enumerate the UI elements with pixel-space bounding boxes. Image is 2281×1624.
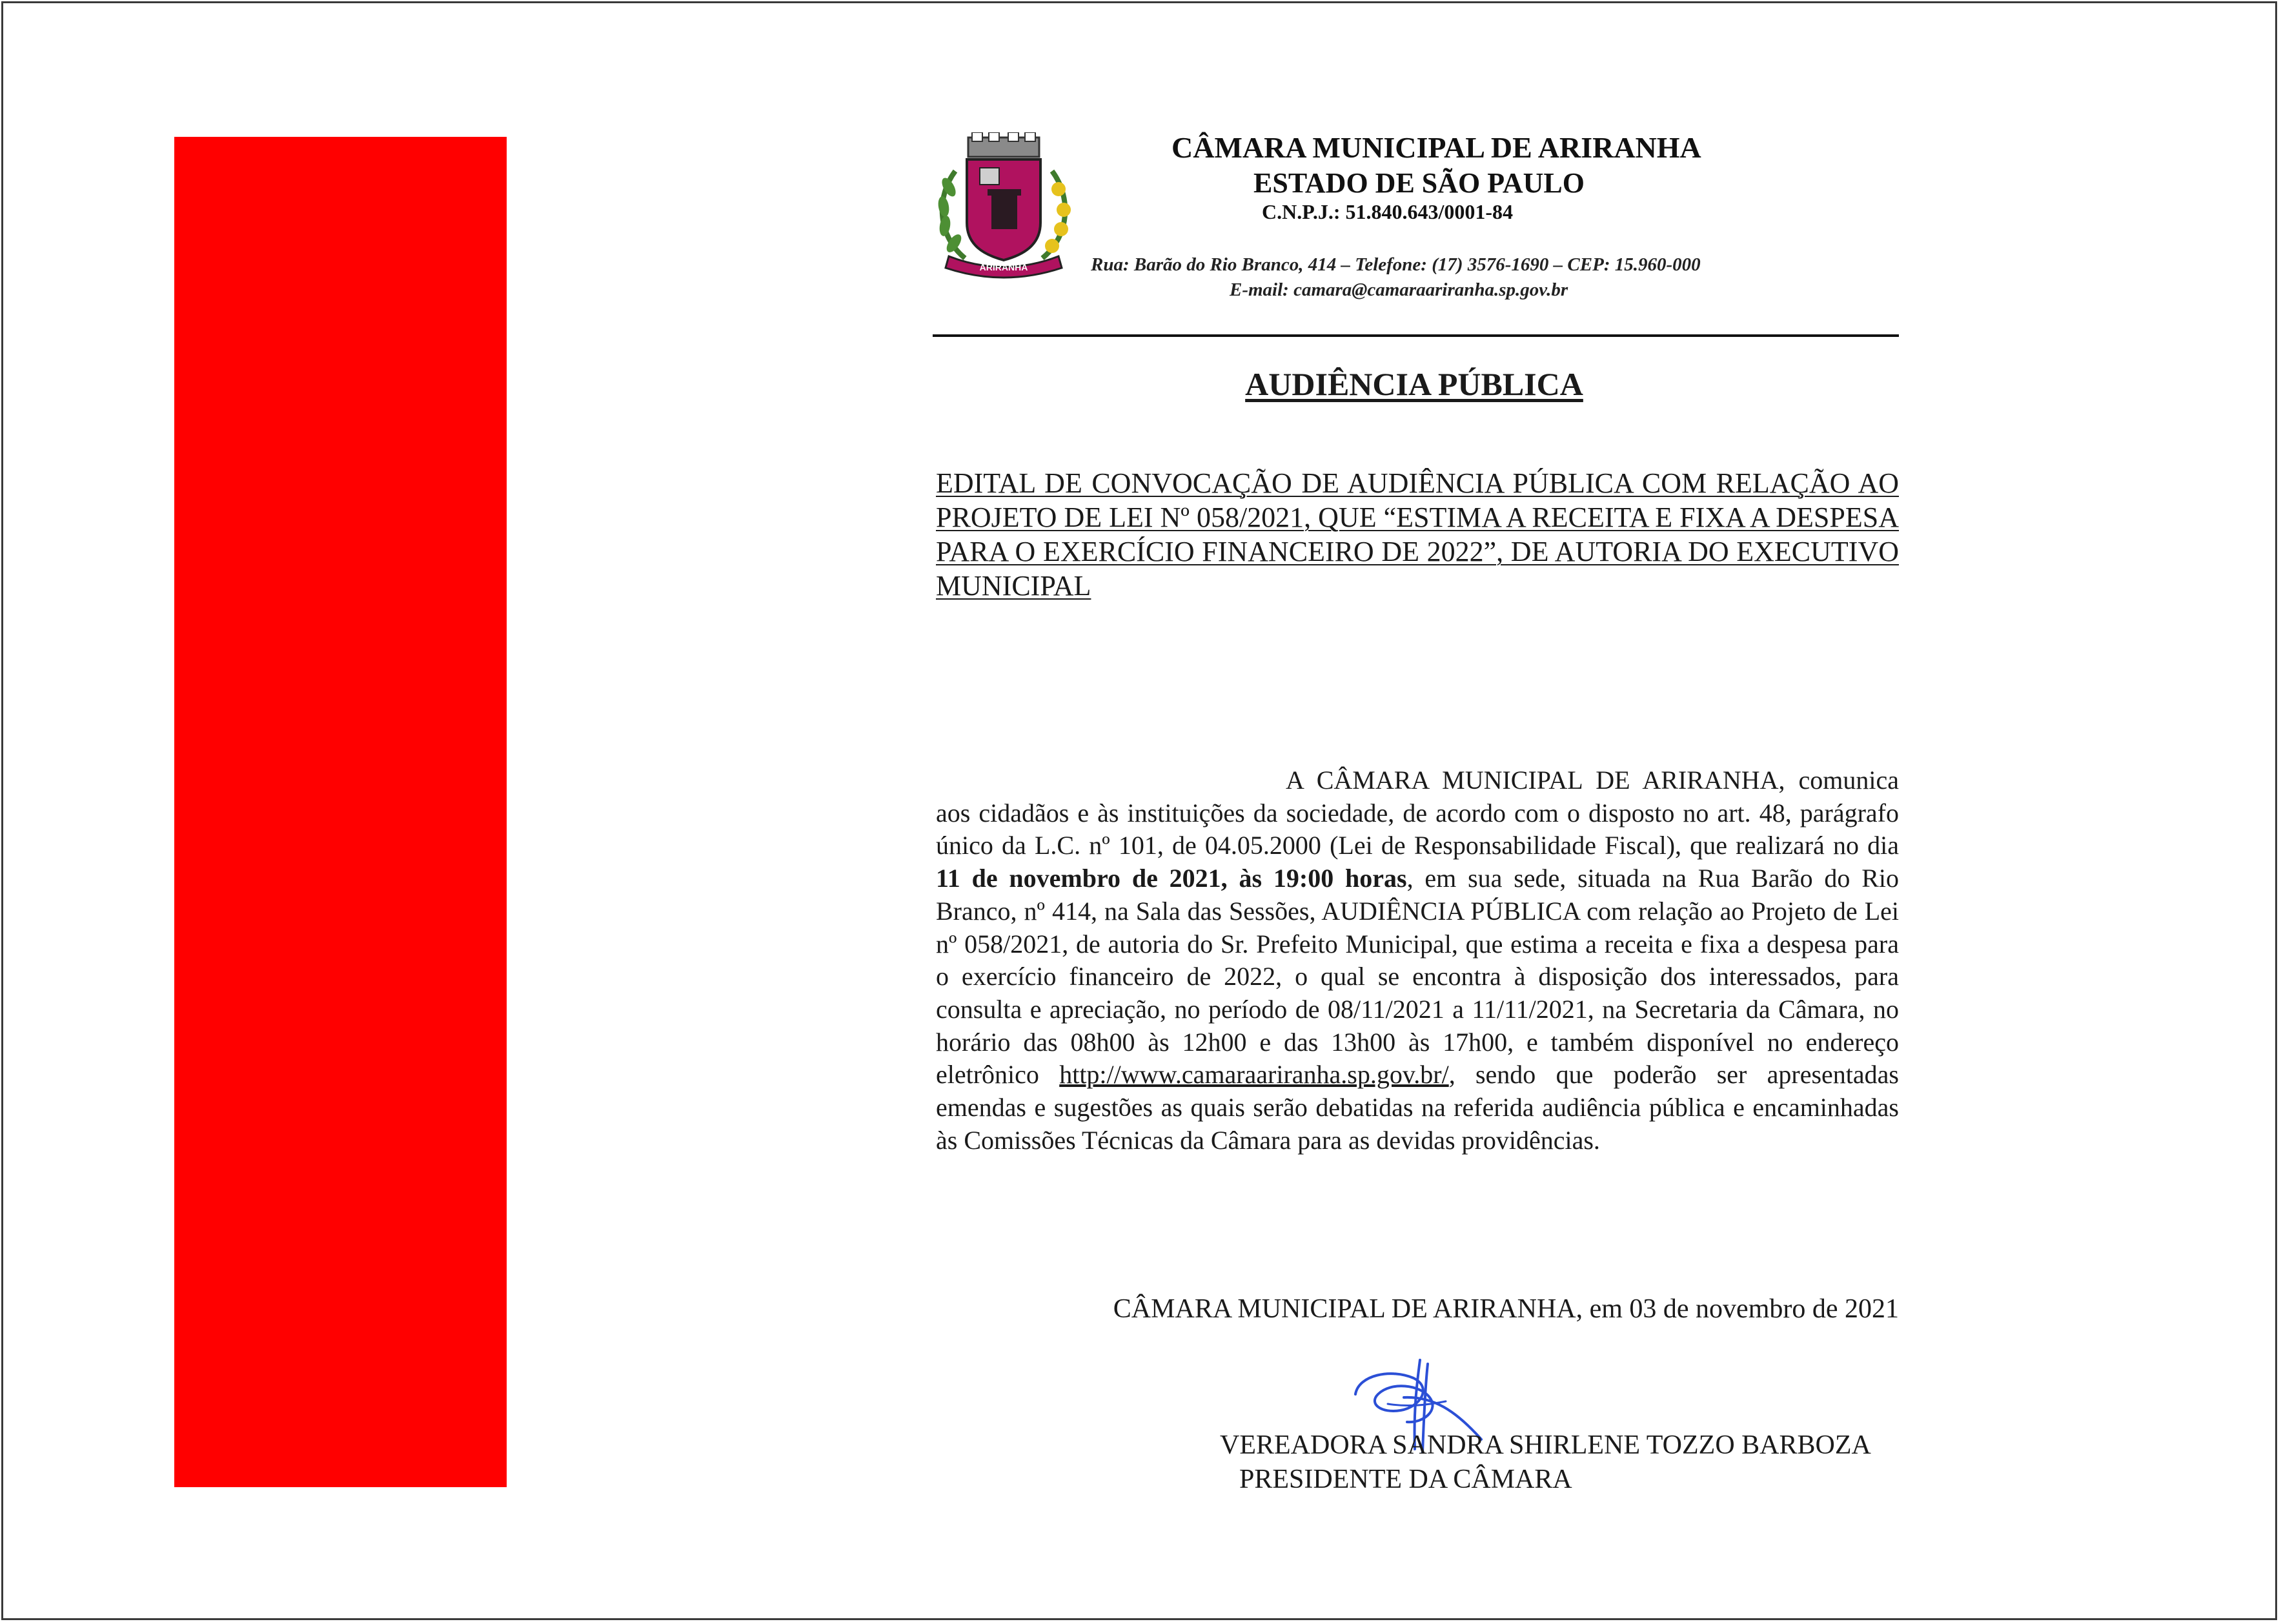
email-address: E-mail: camara@camaraariranha.sp.gov.br bbox=[1230, 279, 1568, 300]
municipal-crest-icon bbox=[929, 132, 1078, 279]
hearing-date-time: 11 de novembro de 2021, às 19:00 horas bbox=[936, 864, 1407, 893]
signatory-role: PRESIDENTE DA CÂMARA bbox=[1239, 1465, 1572, 1494]
institution-name: CÂMARA MUNICIPAL DE ARIRANHA bbox=[1171, 131, 1701, 164]
signatory-name: VEREADORA SANDRA SHIRLENE TOZZO BARBOZA bbox=[1220, 1430, 1871, 1460]
state-name: ESTADO DE SÃO PAULO bbox=[1253, 167, 1585, 199]
place-date-line: CÂMARA MUNICIPAL DE ARIRANHA, em 03 de novembro de 2021 bbox=[1113, 1294, 1899, 1324]
body-text-part3: , sendo que poderão ser apresentadas emendas e sugestões as quais serão debatidas na referida audiência pública e encaminhadas às Comissões Técnicas da Câmara para as devidas providências. bbox=[936, 1060, 1899, 1155]
notice-subject: EDITAL DE CONVOCAÇÃO DE AUDIÊNCIA PÚBLICA COM RELAÇÃO AO PROJETO DE LEI Nº 058/2021, QUE “ESTIMA A RECEITA E FIXA A DESPESA PARA O EXERCÍCIO FINANCEIRO DE 2022”, DE AUTORIA DO EXECUTIVO MUNICIPAL bbox=[936, 467, 1899, 602]
cnpj-number: C.N.P.J.: 51.840.643/0001-84 bbox=[1262, 200, 1514, 223]
red-side-bar bbox=[174, 137, 507, 1487]
header-divider bbox=[933, 334, 1899, 337]
body-text-part1: A CÂMARA MUNICIPAL DE ARIRANHA, comunica aos cidadãos e às instituições da sociedade, de acordo com o disposto no art. 48, parágrafo único da L.C. nº 101, de 04.05.2000 (Lei de Responsabilidade Fiscal), que realizará no dia bbox=[936, 766, 1899, 860]
body-text-part2: , em sua sede, situada na Rua Barão do Rio Branco, nº 414, na Sala das Sessões, AUDIÊNCIA PÚBLICA com relação ao Projeto de Lei nº 058/2021, de autoria do Sr. Prefeito Municipal, que estima a receita e fixa a despesa para o exercício financeiro de 2022, o qual se encontra à disposição dos interessados, para consulta e apreciação, no período de 08/11/2021 a 11/11/2021, na Secretaria da Câmara, no horário das 08h00 às 12h00 e das 13h00 às 17h00, e também disponível no endereço eletrônico bbox=[936, 864, 1899, 1090]
crest-banner-text: ARIRANHA bbox=[979, 262, 1028, 272]
document-title: AUDIÊNCIA PÚBLICA bbox=[1245, 366, 1583, 402]
postal-address: Rua: Barão do Rio Branco, 414 – Telefone: (17) 3576-1690 – CEP: 15.960-000 bbox=[1091, 254, 1701, 275]
notice-body bbox=[936, 764, 1899, 1157]
website-link[interactable]: http://www.camaraariranha.sp.gov.br/ bbox=[1059, 1060, 1449, 1090]
